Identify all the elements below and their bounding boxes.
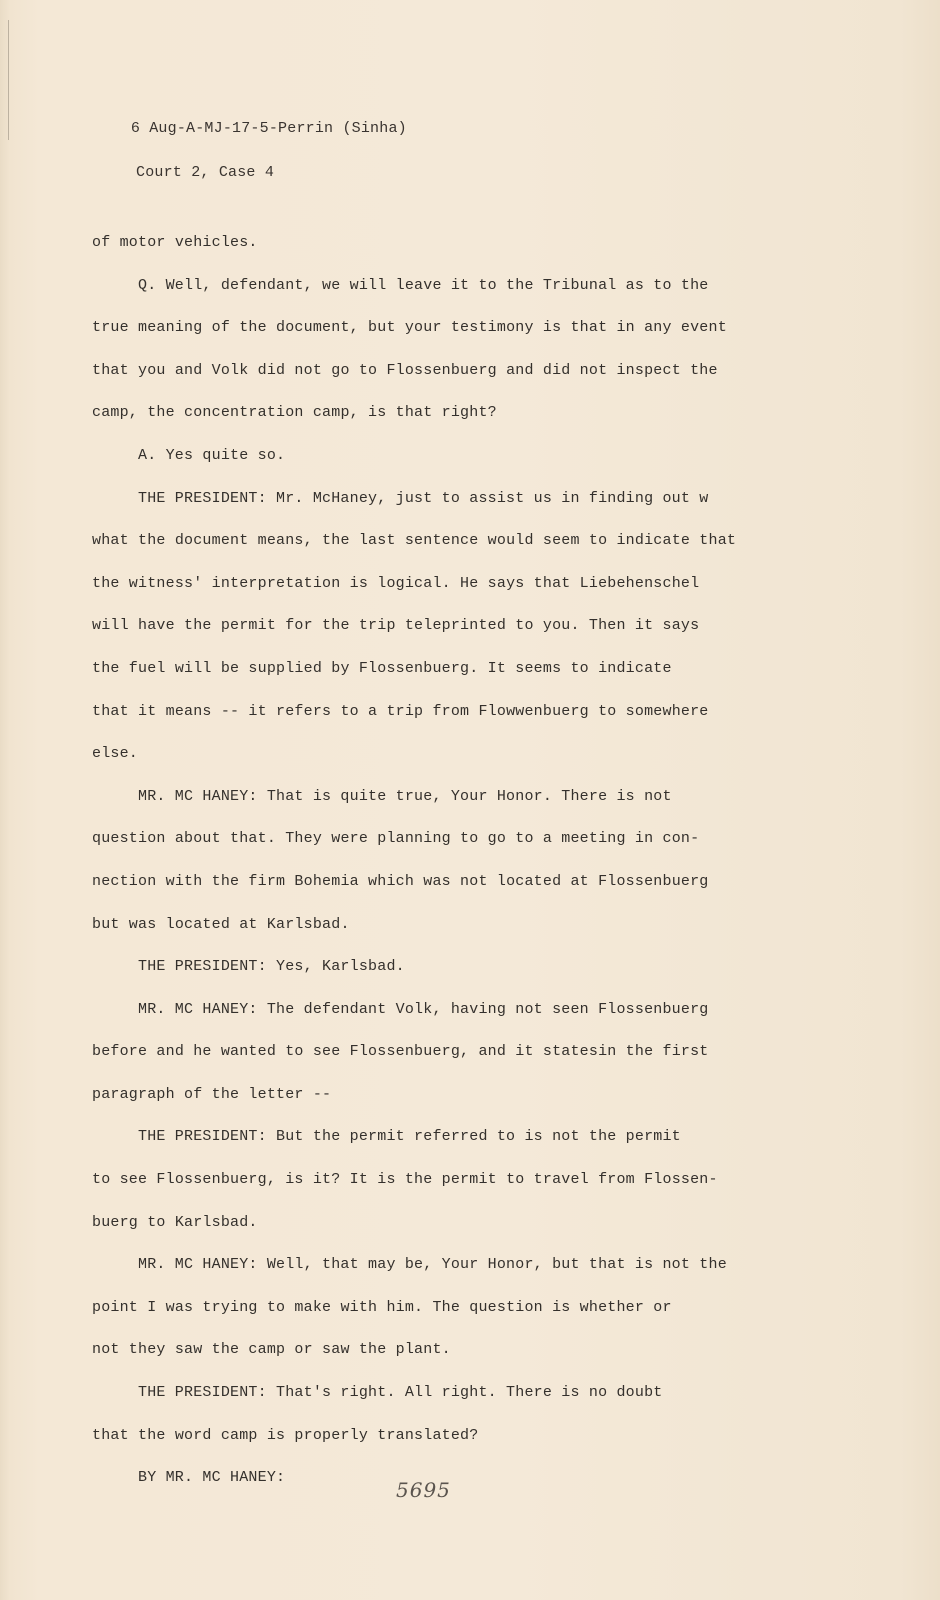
transcript-line: true meaning of the document, but your testimony is that in any event	[92, 319, 727, 337]
transcript-line: MR. MC HANEY: Well, that may be, Your Honor, but that is not the	[138, 1256, 727, 1274]
transcript-line: else.	[92, 745, 139, 763]
transcript-line: but was located at Karlsbad.	[92, 915, 350, 933]
transcript-line: that the word camp is properly translated?	[92, 1426, 479, 1444]
transcript-line: THE PRESIDENT: That's right. All right. There is no doubt	[138, 1384, 663, 1402]
transcript-line: what the document means, the last sentence would seem to indicate that	[92, 532, 737, 550]
transcript-line: THE PRESIDENT: But the permit referred to is not the permit	[138, 1128, 681, 1146]
transcript-line: camp, the concentration camp, is that right?	[92, 404, 497, 422]
transcript-line: the witness' interpretation is logical. He says that Liebehenschel	[92, 574, 700, 592]
transcript-line: nection with the firm Bohemia which was not located at Flossenbuerg	[92, 872, 709, 890]
transcript-line: before and he wanted to see Flossenbuerg, and it statesin the first	[92, 1043, 709, 1061]
header-line-1: 6 Aug-A-MJ-17-5-Perrin (Sinha)	[130, 120, 407, 137]
transcript-line: THE PRESIDENT: Mr. McHaney, just to assist us in finding out w	[138, 489, 709, 507]
transcript-line: Q. Well, defendant, we will leave it to the Tribunal as to the	[138, 276, 709, 294]
transcript-line: MR. MC HANEY: The defendant Volk, having not seen Flossenbuerg	[138, 1000, 709, 1018]
transcript-line: question about that. They were planning to go to a meeting in con-	[92, 830, 700, 848]
transcript-line: will have the permit for the trip teleprinted to you. Then it says	[92, 617, 700, 635]
transcript-line: that you and Volk did not go to Flossenbuerg and did not inspect the	[92, 361, 718, 379]
transcript-line: THE PRESIDENT: Yes, Karlsbad.	[138, 958, 405, 976]
transcript-line: buerg to Karlsbad.	[92, 1213, 258, 1231]
page-edge-mark	[8, 20, 15, 140]
transcript-line: that it means -- it refers to a trip from Flowwenbuerg to somewhere	[92, 702, 709, 720]
page-number: 5695	[396, 1478, 451, 1502]
transcript-line: BY MR. MC HANEY:	[138, 1469, 286, 1487]
transcript-line: not they saw the camp or saw the plant.	[92, 1341, 451, 1359]
transcript-line: paragraph of the letter --	[92, 1085, 332, 1103]
transcript-line: MR. MC HANEY: That is quite true, Your Honor. There is not	[138, 787, 672, 805]
transcript-line: the fuel will be supplied by Flossenbuerg. It seems to indicate	[92, 659, 672, 677]
transcript-line: point I was trying to make with him. The question is whether or	[92, 1298, 672, 1316]
document-header	[94, 96, 407, 228]
transcript-body	[92, 222, 892, 1500]
transcript-line: A. Yes quite so.	[138, 446, 286, 464]
transcript-line: to see Flossenbuerg, is it? It is the permit to travel from Flossen-	[92, 1171, 718, 1189]
header-line-2: Court 2, Case 4	[136, 164, 275, 181]
transcript-line: of motor vehicles.	[92, 234, 258, 251]
